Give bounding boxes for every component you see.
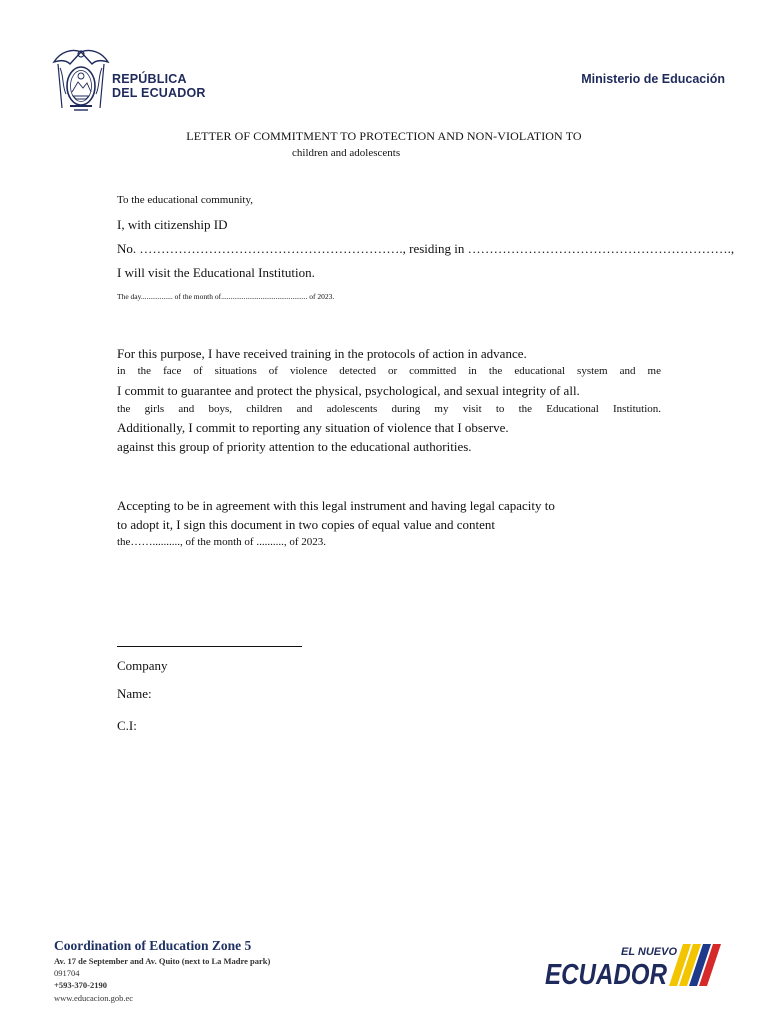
signature-ci: C.I: <box>117 718 137 733</box>
brand-big-text: ECUADOR <box>545 959 668 990</box>
salutation: To the educational community, <box>117 194 253 206</box>
para1-line4: the girls and boys, children and adolescents during my visit to the Educational Institution. <box>117 403 661 415</box>
footer-web: www.educacion.gob.ec <box>54 993 133 1003</box>
republic-name <box>112 72 206 100</box>
footer-title: Coordination of Education Zone 5 <box>54 938 252 953</box>
signature-line <box>117 646 302 647</box>
document-title: LETTER OF COMMITMENT TO PROTECTION AND NON-VIOLATION TO <box>186 129 582 143</box>
el-nuevo-ecuador-logo <box>545 940 727 990</box>
visit-line: I will visit the Educational Institution. <box>117 265 315 280</box>
footer-address: Av. 17 de September and Av. Quito (next to La Madre park) <box>54 956 271 966</box>
brand-small-text: EL NUEVO <box>621 946 678 958</box>
signature-company: Company <box>117 658 168 673</box>
para1-line1: For this purpose, I have received training in the protocols of action in advance. <box>117 346 527 361</box>
para2-line1: Accepting to be in agreement with this legal instrument and having legal capacity to <box>117 498 555 513</box>
footer-phone: +593-370-2190 <box>54 980 108 990</box>
footer-postal: 091704 <box>54 968 80 978</box>
signature-name: Name: <box>117 686 152 701</box>
republic-line1: REPÚBLICA <box>112 72 187 86</box>
document-subtitle: children and adolescents <box>292 147 401 159</box>
para1-line3: I commit to guarantee and protect the physical, psychological, and sexual integrity of all. <box>117 383 580 398</box>
citizenship-line: I, with citizenship ID <box>117 217 228 232</box>
para2-line2: to adopt it, I sign this document in two copies of equal value and content <box>117 517 496 532</box>
number-residence-line: No. ……………………………………………………., residing in ……………………………………………………., <box>117 241 735 256</box>
para1-line5: Additionally, I commit to reporting any situation of violence that I observe. <box>117 420 509 435</box>
ecuador-coat-of-arms-icon <box>52 48 110 114</box>
para2-date-line: the…….........., of the month of .........., of 2023. <box>117 536 326 548</box>
para1-line2: in the face of situations of violence detected or committed in the educational system and me <box>117 365 661 377</box>
para1-line6: against this group of priority attention to the educational authorities. <box>117 439 472 454</box>
republic-line2: DEL ECUADOR <box>112 86 206 100</box>
date-line: The day................. of the month of.............................................. of 2023. <box>117 292 335 301</box>
ministry-name: Ministerio de Educación <box>581 72 725 86</box>
